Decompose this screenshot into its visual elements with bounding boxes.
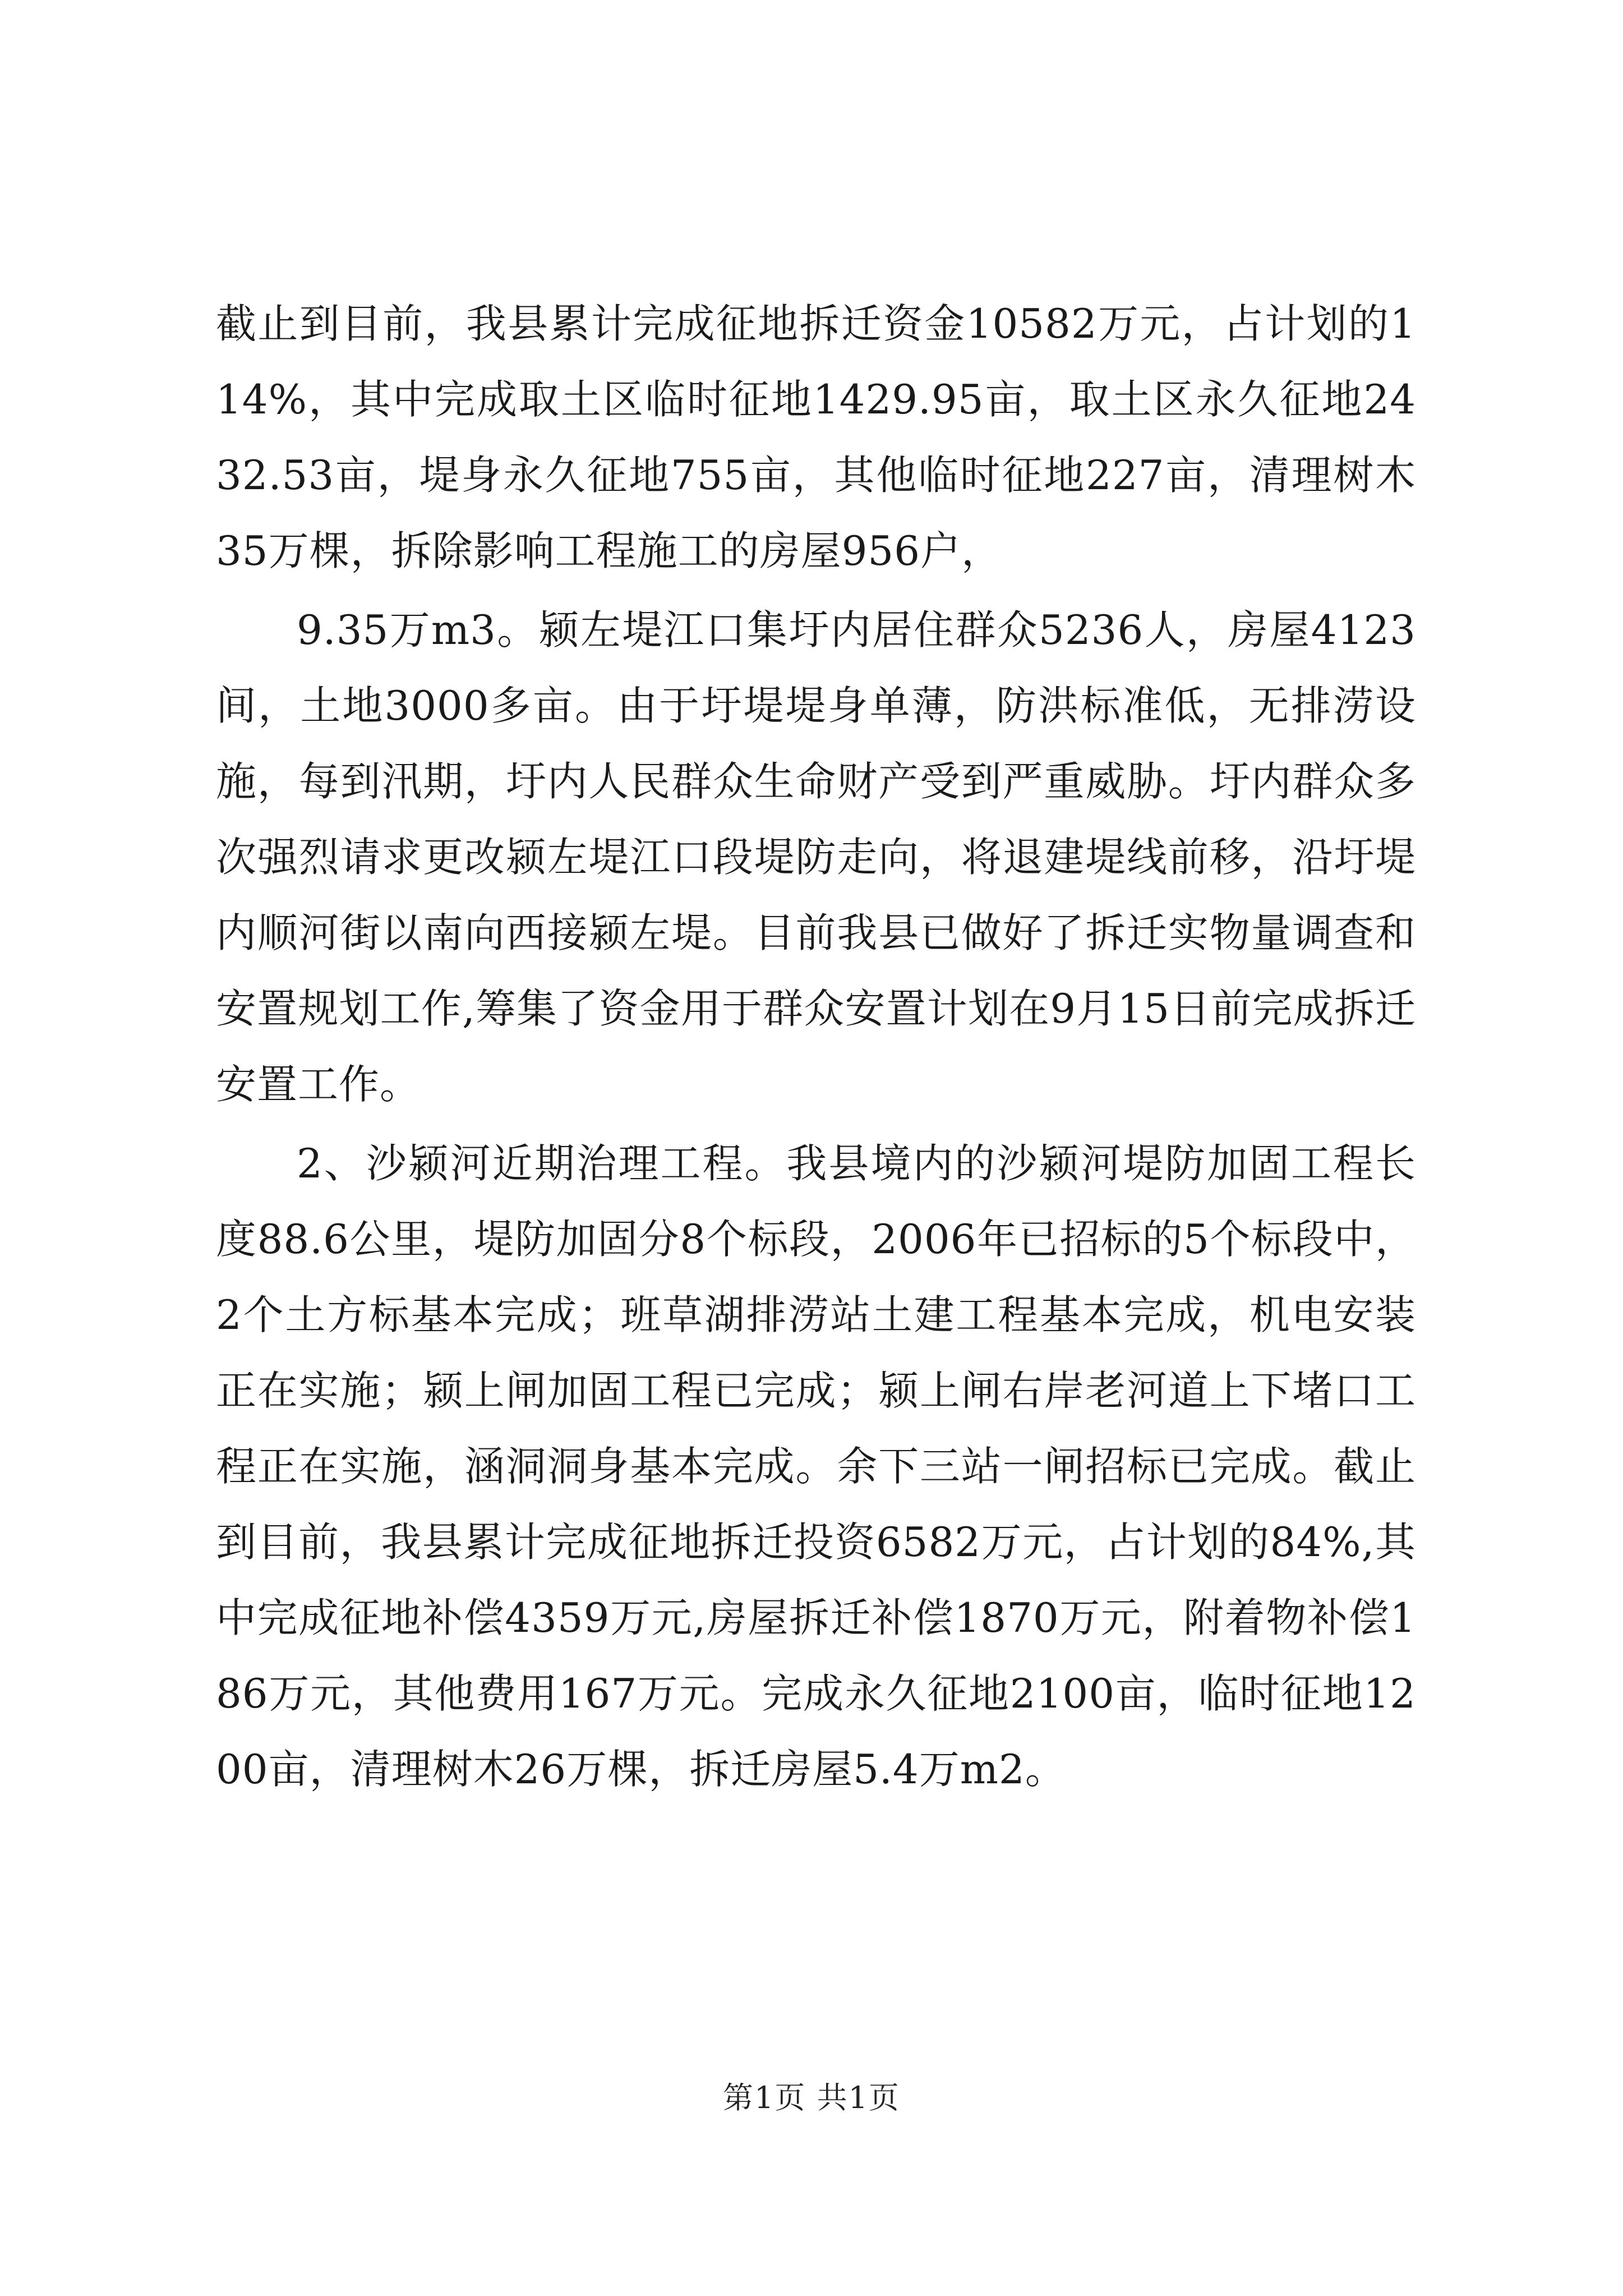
paragraph-1: 截止到目前，我县累计完成征地拆迁资金10582万元，占计划的114%，其中完成取土区临时征地1429.95亩，取土区永久征地2432.53亩，堤身永久征地755亩，其他临时征地227亩，清理树木35万棵，拆除影响工程施工的房屋956户，: [216, 300, 1416, 574]
document-body: [216, 286, 1416, 1811]
paragraph-2: 9.35万m3。颍左堤江口集圩内居住群众5236人，房屋4123间，土地3000多亩。由于圩堤堤身单薄，防洪标准低，无排涝设施，每到汛期，圩内人民群众生命财产受到严重威胁。圩内群众多次强烈请求更改颍左堤江口段堤防走向，将退建堤线前移，沿圩堤内顺河街以南向西接颍左堤。目前我县已做好了拆迁实物量调查和安置规划工作,筹集了资金用于群众安置计划在9月15日前完成拆迁安置工作。: [216, 606, 1416, 1108]
paragraph-3: 2、沙颍河近期治理工程。我县境内的沙颍河堤防加固工程长度88.6公里，堤防加固分8个标段，2006年已招标的5个标段中，2个土方标基本完成；班草湖排涝站土建工程基本完成，机电安装正在实施；颍上闸加固工程已完成；颍上闸右岸老河道上下堵口工程正在实施，涵洞洞身基本完成。余下三站一闸招标已完成。截止到目前，我县累计完成征地拆迁投资6582万元，占计划的84%,其中完成征地补偿4359万元,房屋拆迁补偿1870万元，附着物补偿186万元，其他费用167万元。完成永久征地2100亩，临时征地1200亩，清理树木26万棵，拆迁房屋5.4万m2。: [216, 1140, 1416, 1793]
page-footer: 第1页 共1页: [723, 2080, 900, 2115]
